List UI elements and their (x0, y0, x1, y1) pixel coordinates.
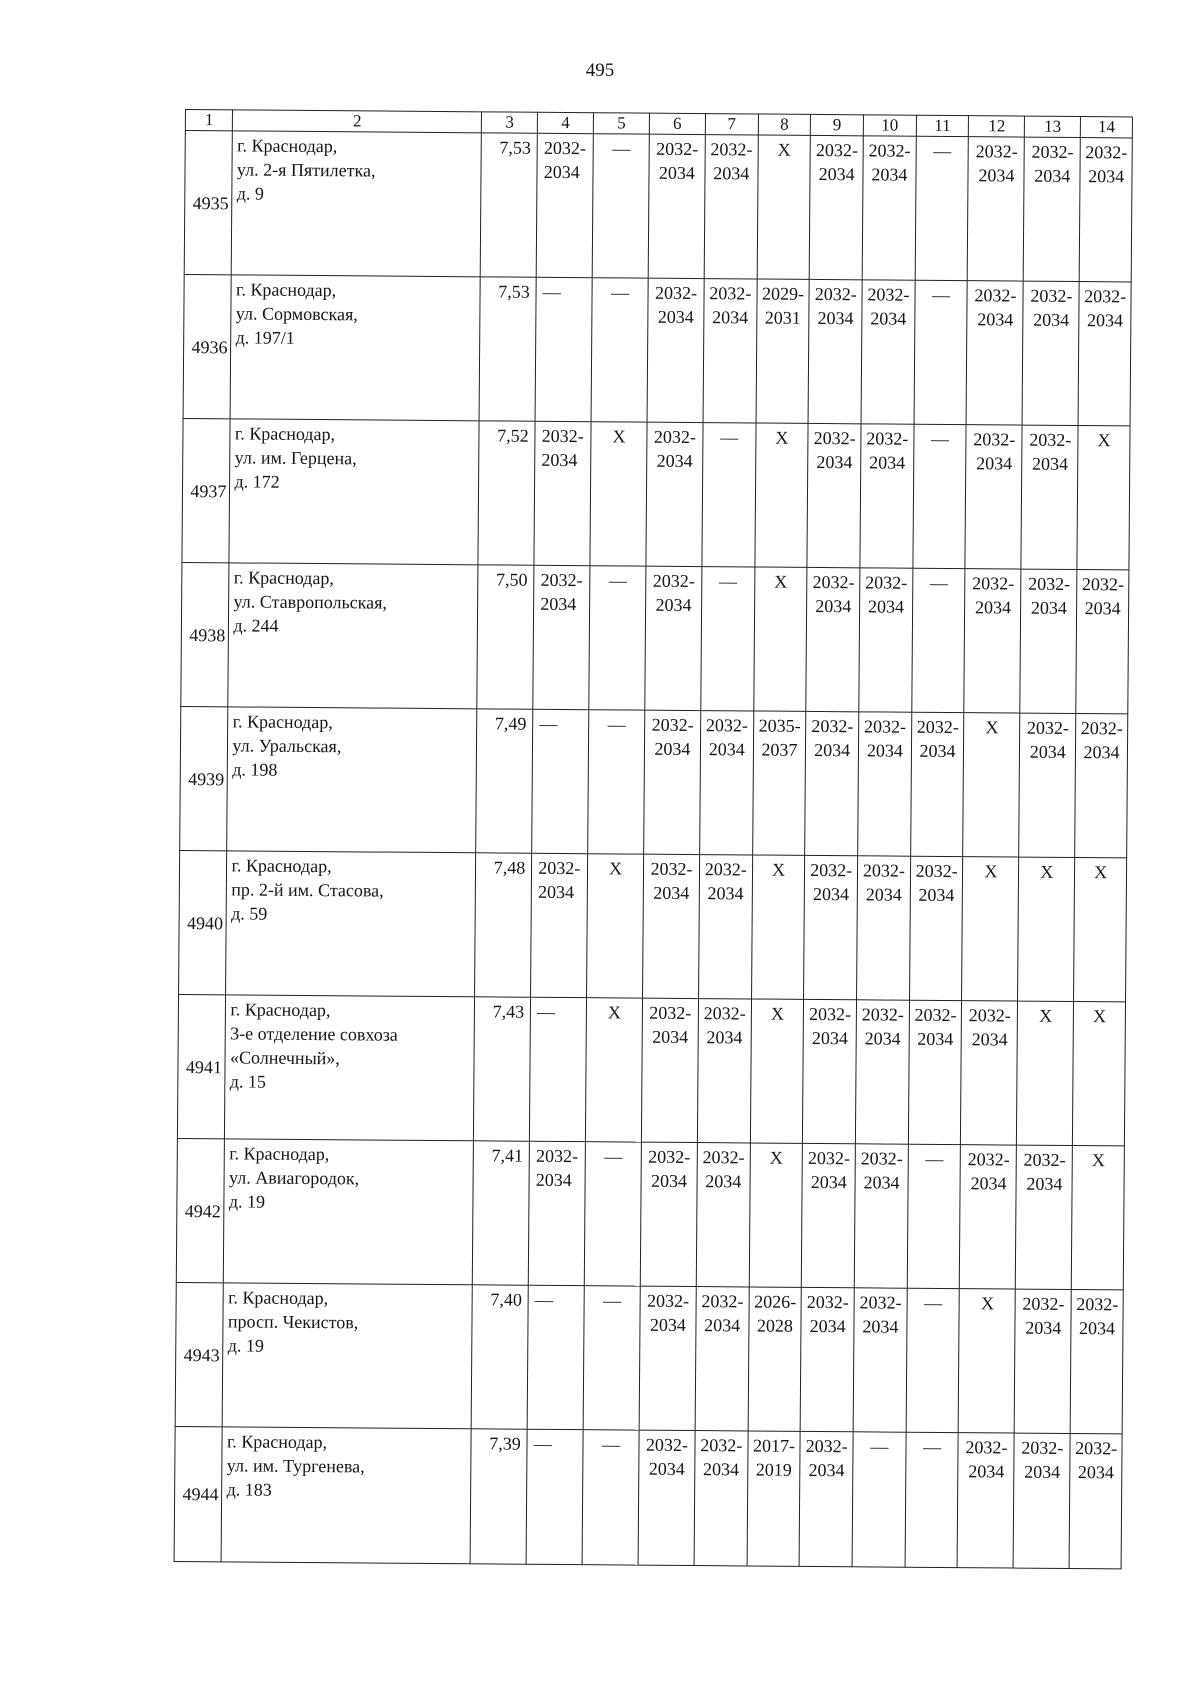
value-cell: — (701, 567, 755, 711)
address-cell: г. Краснодар, ул. Ставропольская, д. 244 (228, 563, 478, 709)
value-cell: — (535, 277, 592, 421)
value-cell: 2032- 2034 (531, 853, 588, 997)
column-header: 7 (705, 114, 758, 135)
value-cell: 2032- 2034 (638, 1430, 695, 1565)
record-number: 4943 (175, 1282, 224, 1426)
value-cell: X (751, 855, 805, 999)
value-cell: 2032- 2034 (644, 710, 701, 854)
value-cell: 2032- 2034 (854, 1144, 908, 1288)
address-cell: г. Краснодар, пр. 2-й им. Стасова, д. 59 (226, 851, 476, 997)
value-cell: 2032- 2034 (641, 998, 698, 1142)
table-row (179, 850, 1127, 1001)
table-row (184, 131, 1132, 282)
value-cell: 7,41 (473, 1141, 530, 1285)
value-cell: 2032- 2034 (648, 134, 705, 278)
value-cell: 2032- 2034 (910, 712, 964, 856)
value-cell: 2032- 2034 (698, 855, 752, 999)
record-number: 4939 (180, 706, 229, 850)
value-cell: 2032- 2034 (696, 1143, 750, 1287)
table-row (177, 994, 1125, 1145)
value-cell: — (907, 1144, 961, 1288)
value-cell: — (591, 278, 648, 422)
value-cell: 2032- 2034 (807, 423, 861, 567)
value-cell: — (906, 1288, 960, 1432)
record-number: 4936 (183, 274, 232, 418)
column-header: 10 (863, 115, 916, 136)
value-cell: 2032- 2034 (908, 1000, 962, 1144)
value-cell: 2032- 2034 (1078, 282, 1131, 426)
value-cell: 2032- 2034 (700, 711, 754, 855)
value-cell: X (757, 135, 811, 279)
page-number: 495 (585, 60, 615, 81)
value-cell: 2032- 2034 (1019, 713, 1076, 857)
value-cell: 2032- 2034 (536, 133, 593, 277)
value-cell: X (753, 567, 807, 711)
value-cell: 2032- 2034 (808, 279, 862, 423)
value-cell: 7,40 (471, 1285, 528, 1429)
value-cell: 2032- 2034 (858, 712, 912, 856)
table-row (174, 1426, 1122, 1568)
value-cell: — (915, 136, 969, 280)
value-cell: 2032- 2034 (965, 425, 1022, 569)
value-cell: X (590, 422, 647, 566)
value-cell: 2029- 2031 (756, 279, 810, 423)
value-cell: — (583, 1286, 640, 1430)
value-cell: X (755, 423, 809, 567)
table-row (176, 1138, 1124, 1289)
column-header: 5 (593, 113, 649, 134)
column-header: 8 (758, 114, 811, 135)
column-header: 2 (233, 110, 482, 133)
table-row (183, 274, 1131, 425)
address-cell: г. Краснодар, просп. Чекистов, д. 19 (223, 1283, 473, 1429)
column-header: 14 (1081, 117, 1133, 138)
value-cell: X (587, 854, 644, 998)
value-cell: 7,48 (475, 853, 532, 997)
value-cell: 2032- 2034 (640, 1142, 697, 1286)
value-cell: — (912, 568, 966, 712)
value-cell: X (1018, 857, 1075, 1001)
value-cell: 2032- 2034 (704, 135, 758, 279)
value-cell: 7,43 (474, 997, 531, 1141)
value-cell: 7,50 (477, 565, 534, 709)
value-cell: 2032- 2034 (909, 856, 963, 1000)
value-cell: X (1073, 1002, 1126, 1146)
value-cell: 2032- 2034 (646, 422, 703, 566)
value-cell: 2035- 2037 (752, 711, 806, 855)
value-cell: 2032- 2034 (805, 711, 859, 855)
value-cell: 2032- 2034 (960, 1145, 1017, 1289)
value-cell: 2032- 2034 (703, 279, 757, 423)
value-cell: 2032- 2034 (1075, 714, 1128, 858)
value-cell: 7,53 (479, 277, 536, 421)
column-header: 13 (1025, 116, 1081, 137)
value-cell: 2032- 2034 (694, 1431, 748, 1566)
value-cell: 2032- 2034 (1076, 570, 1129, 714)
value-cell: 7,53 (481, 133, 538, 277)
value-cell: X (962, 857, 1019, 1001)
value-cell: 2032- 2034 (964, 569, 1021, 713)
value-cell: — (702, 423, 756, 567)
value-cell: 2032- 2034 (961, 1001, 1018, 1145)
value-cell: X (749, 1143, 803, 1287)
value-cell: — (913, 424, 967, 568)
column-header: 6 (649, 113, 705, 134)
value-cell: — (588, 710, 645, 854)
value-cell: 2032- 2034 (862, 136, 916, 280)
address-cell: г. Краснодар, ул. им. Тургенева, д. 183 (222, 1427, 472, 1564)
column-header: 12 (969, 116, 1025, 137)
value-cell: 2032- 2034 (1021, 425, 1078, 569)
table-row (175, 1282, 1123, 1433)
value-cell: 2032- 2034 (1013, 1433, 1070, 1568)
address-cell: г. Краснодар, ул. Авиагородок, д. 19 (224, 1139, 474, 1285)
value-cell: 2032- 2034 (803, 999, 857, 1143)
value-cell: 2032- 2034 (967, 281, 1024, 425)
record-number: 4942 (176, 1138, 225, 1282)
value-cell: — (582, 1430, 639, 1565)
value-cell: 2032- 2034 (639, 1286, 696, 1430)
value-cell: 2032- 2034 (857, 856, 911, 1000)
value-cell: 2032- 2034 (1016, 1145, 1073, 1289)
address-cell: г. Краснодар, ул. Уральская, д. 198 (227, 707, 477, 853)
value-cell: 2032- 2034 (1024, 137, 1081, 281)
value-cell: — (914, 280, 968, 424)
value-cell: X (1017, 1001, 1074, 1145)
value-cell: X (750, 999, 804, 1143)
value-cell: 2032- 2034 (800, 1287, 854, 1431)
record-number: 4937 (182, 418, 231, 562)
value-cell: 2032- 2034 (1070, 1289, 1123, 1433)
column-header: 3 (482, 112, 538, 133)
value-cell: 2032- 2034 (968, 137, 1025, 281)
value-cell: 7,49 (476, 709, 533, 853)
value-cell: 2032- 2034 (855, 1000, 909, 1144)
value-cell: 2032- 2034 (861, 280, 915, 424)
value-cell: — (592, 134, 649, 278)
value-cell: — (532, 709, 589, 853)
value-cell: 2032- 2034 (647, 278, 704, 422)
value-cell: X (586, 998, 643, 1142)
address-cell: г. Краснодар, ул. Сормовская, д. 197/1 (231, 275, 481, 421)
address-cell: г. Краснодар, 3-е отделение совхоза «Солнечный», д. 15 (225, 995, 475, 1141)
value-cell: 2032- 2034 (643, 854, 700, 998)
value-cell: 2032- 2034 (1015, 1289, 1072, 1433)
value-cell: 2032- 2034 (860, 424, 914, 568)
record-number: 4940 (179, 850, 228, 994)
value-cell: 2032- 2034 (853, 1288, 907, 1432)
value-cell: — (526, 1429, 583, 1564)
value-cell: 2017- 2019 (747, 1431, 801, 1566)
value-cell: X (1074, 858, 1127, 1002)
value-cell: X (959, 1289, 1016, 1433)
value-cell: 2032- 2034 (695, 1287, 749, 1431)
value-cell: 2032- 2034 (1069, 1433, 1122, 1568)
value-cell: 2032- 2034 (806, 567, 860, 711)
value-cell: 2032- 2034 (1020, 569, 1077, 713)
value-cell: — (852, 1432, 906, 1567)
value-cell: 2032- 2034 (697, 999, 751, 1143)
value-cell: 2032- 2034 (528, 1141, 585, 1285)
value-cell: 2032- 2034 (534, 421, 591, 565)
column-header: 11 (916, 115, 969, 136)
value-cell: — (905, 1432, 959, 1567)
value-cell: 2032- 2034 (859, 568, 913, 712)
value-cell: 2032- 2034 (810, 135, 864, 279)
value-cell: — (589, 566, 646, 710)
value-cell: X (963, 713, 1020, 857)
value-cell: X (1072, 1146, 1125, 1290)
value-cell: — (530, 997, 587, 1141)
value-cell: — (527, 1285, 584, 1429)
value-cell: 2032- 2034 (804, 855, 858, 999)
table-row (181, 562, 1129, 713)
record-number: 4938 (181, 562, 230, 706)
value-cell: 2032- 2034 (1079, 138, 1132, 282)
value-cell: 2032- 2034 (1022, 281, 1079, 425)
value-cell: 7,39 (470, 1429, 527, 1564)
record-number: 4944 (174, 1426, 223, 1561)
value-cell: 2032- 2034 (958, 1433, 1015, 1568)
address-cell: г. Краснодар, ул. 2-я Пятилетка, д. 9 (232, 131, 482, 277)
table-row (180, 706, 1128, 857)
table-row (182, 418, 1130, 569)
column-header: 4 (538, 112, 594, 133)
value-cell: 2032- 2034 (799, 1431, 853, 1566)
value-cell: X (1077, 426, 1130, 570)
value-cell: — (584, 1142, 641, 1286)
record-number: 4935 (184, 131, 233, 275)
value-cell: 2032- 2034 (533, 565, 590, 709)
value-cell: 2032- 2034 (645, 566, 702, 710)
address-cell: г. Краснодар, ул. им. Герцена, д. 172 (229, 419, 479, 565)
register-table (174, 109, 1133, 1569)
column-header: 1 (185, 110, 233, 131)
column-header: 9 (811, 114, 864, 135)
value-cell: 2032- 2034 (802, 1143, 856, 1287)
value-cell: 2026- 2028 (748, 1287, 802, 1431)
table-sheet (174, 109, 1133, 1569)
record-number: 4941 (177, 994, 226, 1138)
value-cell: 7,52 (478, 421, 535, 565)
